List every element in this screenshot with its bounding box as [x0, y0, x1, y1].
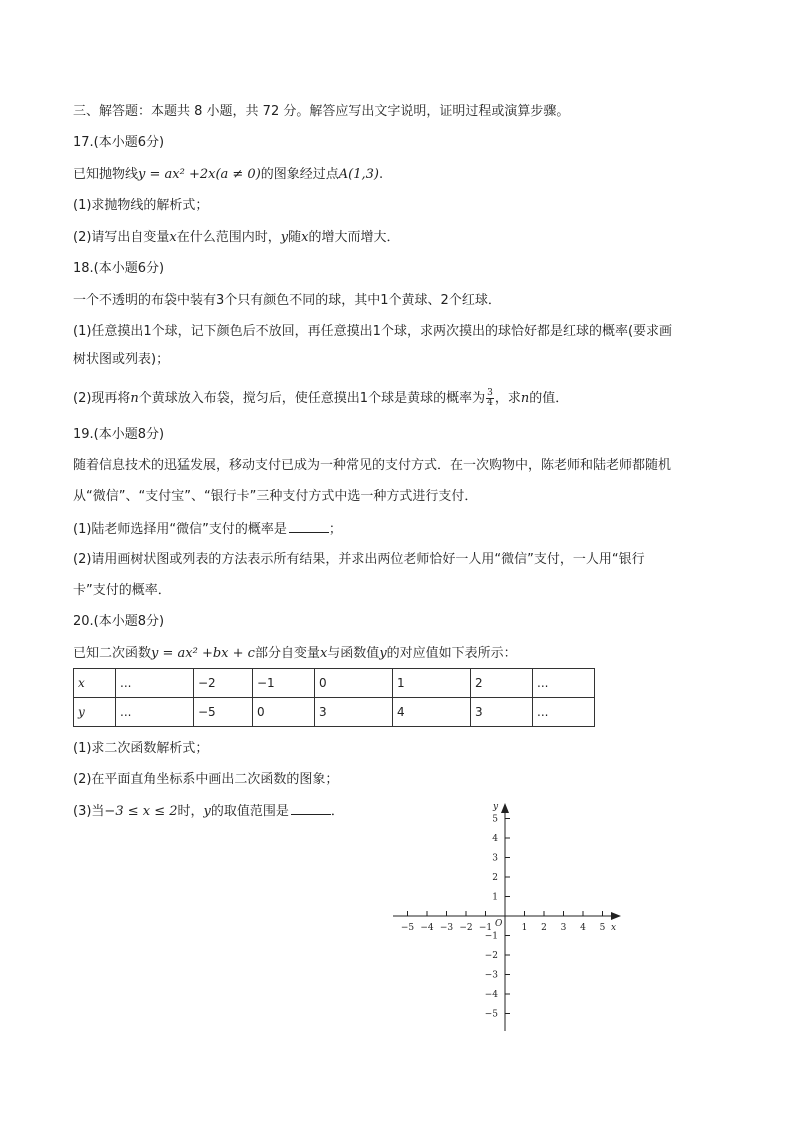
- y-tick-label: −5: [484, 1009, 498, 1020]
- q19-stem-line1: 随着信息技术的迅猛发展，移动支付已成为一种常见的支付方式．在一次购物中，陈老师和陆老师都随机: [73, 458, 672, 473]
- q18-var-n: n: [130, 391, 139, 406]
- y-axis-arrow-icon: [501, 803, 509, 813]
- q20-header: 20.(本小题8分): [73, 614, 165, 629]
- q20-stem-end: 的对应值如下表所示：: [386, 646, 517, 661]
- q17-part2: [73, 229, 400, 247]
- q17-equation: y = ax² +2x(a ≠ 0): [138, 167, 261, 182]
- q20-part3: [73, 802, 344, 821]
- table-row-x: [74, 669, 595, 698]
- q20-stem-mid2: 与函数值: [327, 646, 380, 661]
- y-tick-label: 4: [492, 834, 498, 844]
- table-cell: 1: [393, 669, 471, 698]
- x-tick-label: 1: [521, 923, 528, 933]
- q20-part3-period: ．: [330, 804, 344, 819]
- y-tick-label: −2: [484, 951, 498, 961]
- q20-stem-pre: 已知二次函数: [73, 646, 152, 661]
- q20-var-y2: y: [203, 804, 211, 819]
- q17-part2-mid: 在什么范围内时，: [176, 230, 281, 245]
- q18-part2-pre: (2)现再将: [73, 391, 131, 406]
- table-cell: 3: [315, 698, 393, 727]
- x-tick-label: 2: [541, 923, 547, 933]
- q18-part2-mid: 个黄球放入布袋，搅匀后，使任意摸出1个球是黄球的概率为: [138, 391, 486, 406]
- x-tick-label: −3: [439, 923, 454, 933]
- q17-part2-pre: (2)请写出自变量: [73, 230, 170, 245]
- q18-part1-line2: 树状图或列表)；: [73, 352, 170, 367]
- q18-part2-end: 的值．: [529, 391, 569, 406]
- q18-part1-line1: (1)任意摸出1个球，记下颜色后不放回，再任意摸出1个球，求两次摸出的球恰好都是红球的概率(要求画: [73, 324, 673, 339]
- q17-part2-mid2: 随: [288, 230, 302, 245]
- table-cell: −1: [253, 669, 315, 698]
- y-axis-label: y: [493, 802, 499, 812]
- table-cell: ...: [533, 698, 595, 727]
- y-tick-label: 2: [492, 873, 498, 883]
- q19-stem-line2: 从“微信”、“支付宝”、“银行卡”三种支付方式中选一种方式进行支付．: [73, 489, 478, 504]
- q18-part2: [73, 389, 568, 408]
- x-tick-label: 4: [580, 923, 586, 933]
- q20-part3-mid: 时，: [177, 804, 204, 819]
- table-cell: 3: [471, 698, 533, 727]
- y-tick-label: −4: [484, 990, 498, 1000]
- q19-part1: [73, 520, 342, 539]
- q20-var-y: y: [379, 646, 387, 661]
- x-tick-label: 3: [560, 923, 567, 933]
- table-cell: ...: [116, 669, 194, 698]
- table-cell: −5: [194, 698, 253, 727]
- x-tick-label: −1: [478, 923, 493, 933]
- q17-var-x: x: [169, 230, 177, 245]
- y-tick-label: −3: [484, 970, 498, 981]
- table-cell: ...: [116, 698, 194, 727]
- q17-stem-pre: 已知抛物线: [73, 167, 139, 182]
- q17-var-x2: x: [301, 230, 309, 245]
- origin-label: O: [495, 919, 503, 929]
- q20-answer-blank: [291, 802, 331, 815]
- y-tick-label: 3: [492, 853, 498, 864]
- table-cell: y: [74, 698, 116, 727]
- x-axis-label: x: [611, 923, 617, 933]
- q20-condition: −3 ≤ x ≤ 2: [104, 804, 178, 819]
- q18-fraction: [486, 389, 494, 408]
- q17-stem-end: .: [379, 167, 384, 182]
- table-cell: 0: [253, 698, 315, 727]
- q19-part2-line2: 卡”支付的概率．: [73, 583, 171, 598]
- q19-part1-end: ；: [328, 522, 342, 537]
- q20-part2: (2)在平面直角坐标系中画出二次函数的图象；: [73, 772, 339, 787]
- q20-equation: y = ax² +bx + c: [151, 646, 255, 661]
- y-tick-label: −1: [484, 931, 498, 942]
- x-tick-label: 5: [599, 923, 606, 933]
- value-table: [73, 668, 595, 727]
- table-cell: x: [74, 669, 116, 698]
- q19-part1-text: (1)陆老师选择用“微信”支付的概率是: [73, 522, 287, 537]
- q20-part3-end: 的取值范围是: [210, 804, 289, 819]
- x-tick-label: −2: [459, 923, 473, 933]
- q18-header: 18.(本小题6分): [73, 261, 165, 276]
- q17-stem: [73, 166, 383, 184]
- table-cell: 0: [315, 669, 393, 698]
- table-row-y: [74, 698, 595, 727]
- q18-var-n2: n: [520, 391, 530, 406]
- table-cell: 4: [393, 698, 471, 727]
- q19-part2-line1: (2)请用画树状图或列表的方法表示所有结果，并求出两位老师恰好一人用“微信”支付，一人用“银行: [73, 552, 645, 567]
- q17-stem-mid: 的图象经过点: [260, 167, 339, 182]
- q17-part2-end: 的增大而增大．: [308, 230, 400, 245]
- q20-stem: [73, 645, 517, 663]
- x-tick-label: −5: [400, 923, 415, 933]
- q17-var-y: y: [280, 230, 289, 245]
- x-axis-arrow-icon: [611, 912, 621, 920]
- q17-part1: (1)求抛物线的解析式；: [73, 198, 209, 213]
- q18-stem: 一个不透明的布袋中装有3个只有颜色不同的球，其中1个黄球、2个红球．: [73, 293, 501, 308]
- q18-part2-mid2: ，求: [494, 391, 521, 406]
- table-cell: −2: [194, 669, 253, 698]
- y-tick-label: 5: [492, 814, 498, 825]
- q19-answer-blank: [289, 520, 329, 533]
- q17-point: A(1,3): [338, 167, 379, 182]
- x-tick-label: −4: [420, 923, 434, 933]
- q17-header: 17.(本小题6分): [73, 135, 165, 150]
- q18-fraction-denominator: 4: [487, 398, 493, 408]
- y-tick-label: 1: [492, 892, 498, 903]
- q19-header: 19.(本小题8分): [73, 427, 165, 442]
- q18-fraction-numerator: 3: [487, 388, 493, 398]
- table-cell: 2: [471, 669, 533, 698]
- q20-var-x: x: [319, 646, 328, 661]
- q20-part1: (1)求二次函数解析式；: [73, 741, 209, 756]
- q20-stem-mid: 部分自变量: [254, 646, 320, 661]
- table-cell: ...: [533, 669, 595, 698]
- coordinate-plane: [385, 795, 635, 1035]
- q20-part3-pre: (3)当: [73, 804, 105, 819]
- section-heading: 三、解答题：本题共 8 小题，共 72 分。解答应写出文字说明，证明过程或演算步骤。: [73, 104, 570, 119]
